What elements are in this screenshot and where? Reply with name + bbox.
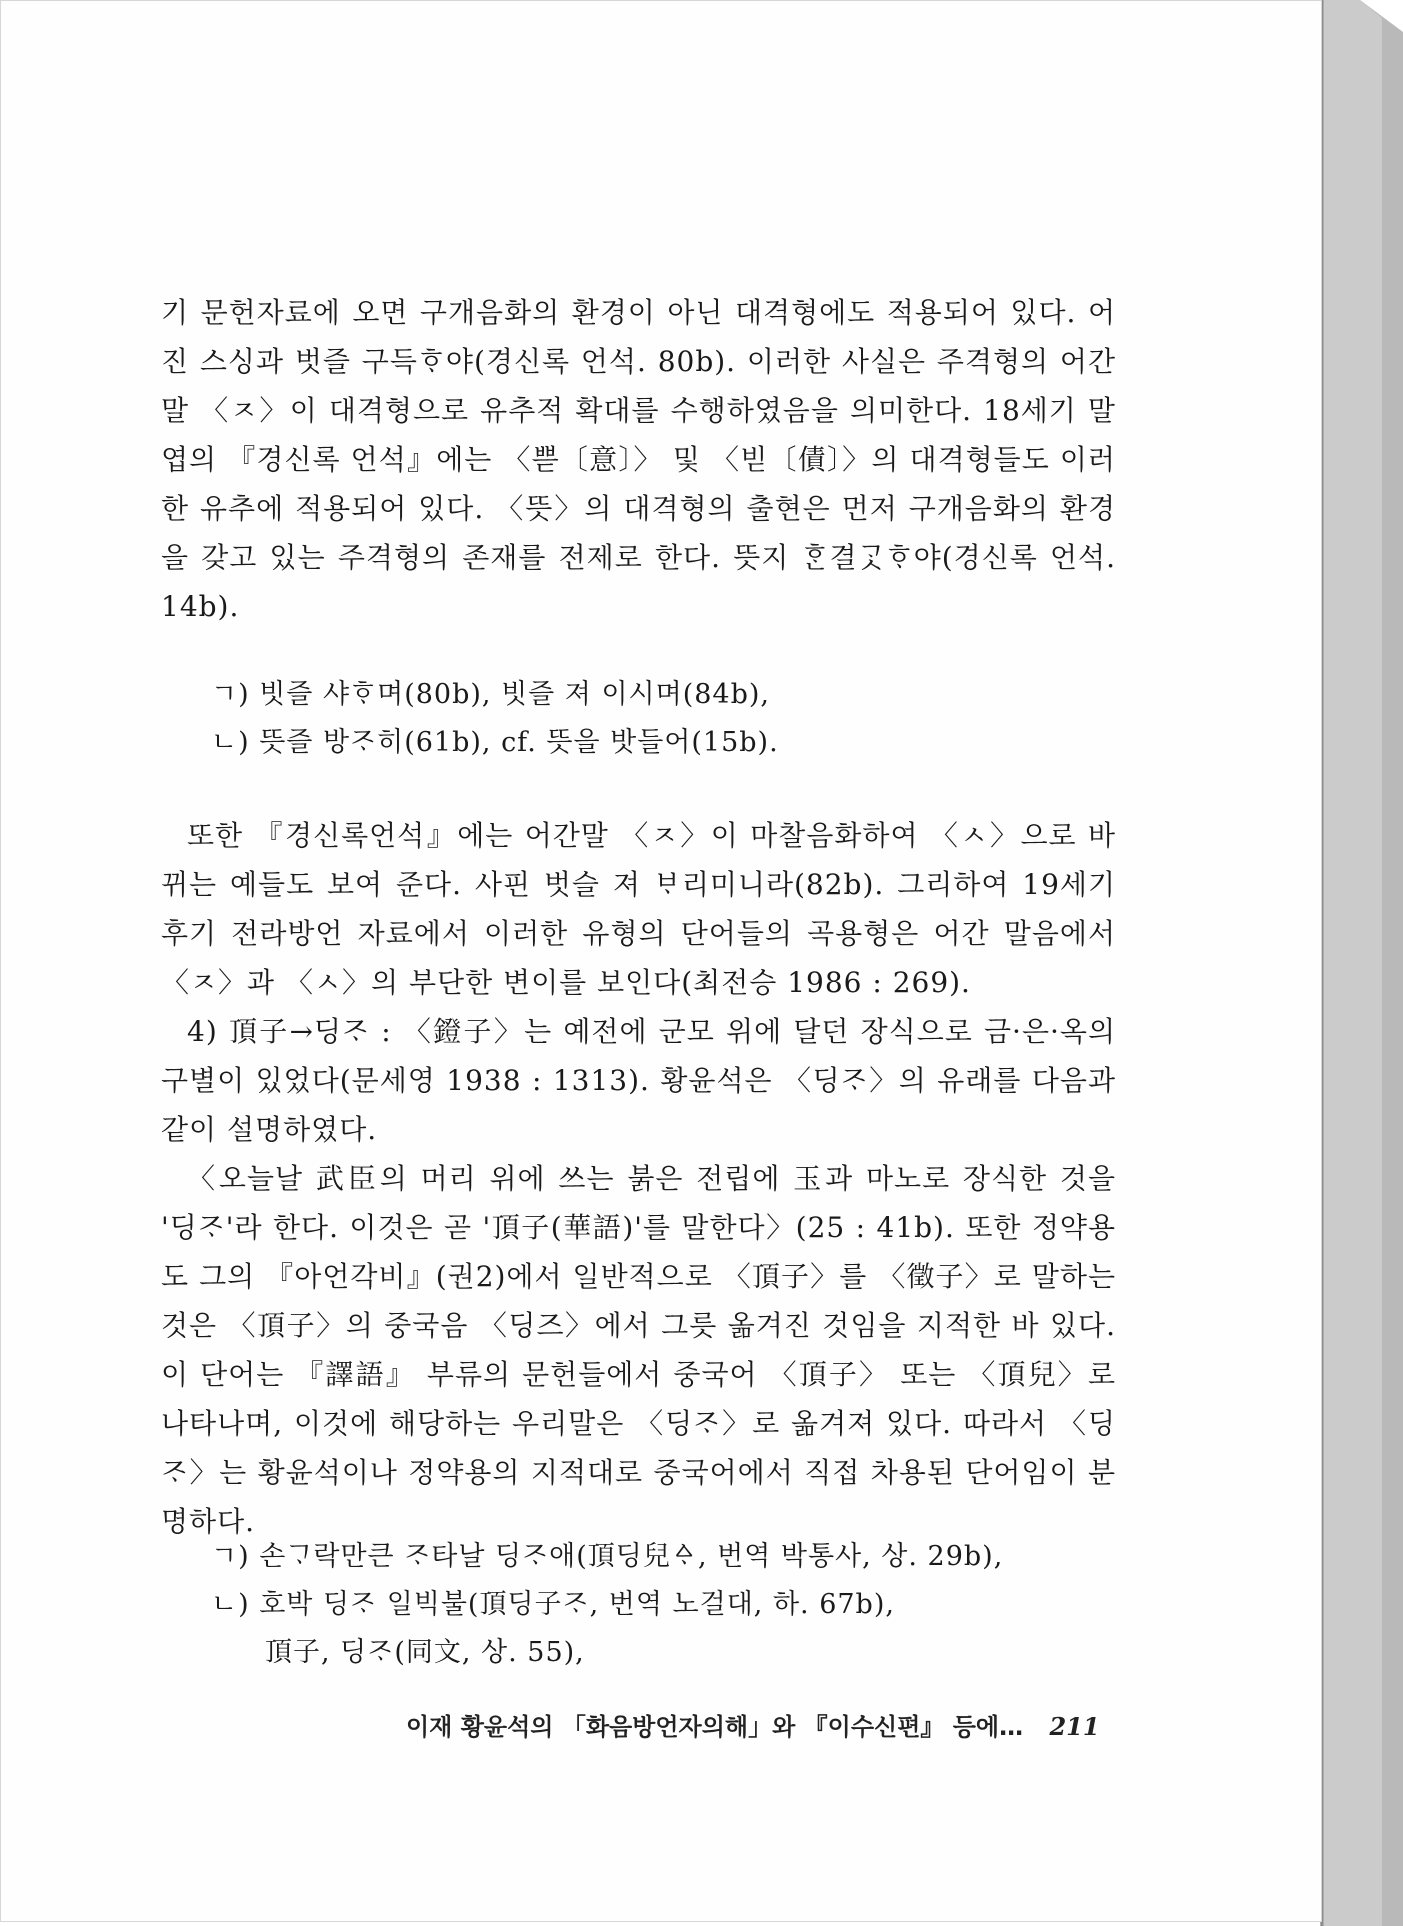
example-item: ㄱ) 손ᄀᆞ락만큰 ᄌᆞ타날 딩ᄌᆞ애(頂딩兒ᅀᆞ, 번역 박통사, 상. 29b), <box>211 1541 1004 1572</box>
paragraph-text: 또한 『경신록언석』에는 어간말 〈ㅈ〉이 마찰음화하여 〈ㅅ〉으로 바뀌는 예들도 보여 준다. 사핀 벗슬 져 ᄇᆞ리미니라(82b). 그리하여 19세기 후기 전라방언 자료에서 이러한 유형의 단어들의 곡용형은 어간 말음에서 〈ㅈ〉과 〈ㅅ〉의 부단한 변이를 보인다(최전승 1986 : 269). <box>161 819 1116 999</box>
example-list-1 <box>211 671 779 767</box>
book-page-edge <box>1320 0 1403 1926</box>
example-item: ㄴ) 뜻즐 방ᄌᆞ히(61b), cf. 뜻을 밧들어(15b). <box>211 727 779 758</box>
example-item: ㄱ) 빗즐 샤ᄒᆞ며(80b), 빗즐 져 이시며(84b), <box>211 679 771 710</box>
example-item: ㄴ) 호박 딩ᄌᆞ 일빅불(頂딩子ᄌᆞ, 번역 노걸대, 하. 67b), <box>211 1589 895 1620</box>
body-paragraph-2 <box>161 811 1116 1546</box>
page-footer <box>406 1707 1100 1742</box>
example-list-2 <box>211 1533 1003 1677</box>
example-item: 頂子, 딩ᄌᆞ(同文, 상. 55), <box>265 1637 585 1668</box>
paragraph-text: 기 문헌자료에 오면 구개음화의 환경이 아닌 대격형에도 적용되어 있다. 어진 스싱과 벗즐 구득ᄒᆞ야(경신록 언석. 80b). 이러한 사실은 주격형의 어간말 〈ㅈ〉이 대격형으로 유추적 확대를 수행하였음을 의미한다. 18세기 말엽의 『경신록 언석』에는 〈쁟〔意〕〉 및 〈빋〔債〕〉의 대격형들도 이러한 유추에 적용되어 있다. 〈뜻〉의 대격형의 출현은 먼저 구개음화의 환경을 갖고 있는 주격형의 존재를 전제로 한다. 뜻지 ᄒᆞᆫ결ᄀᆞᆺᄒᆞ야(경신록 언석. 14b). <box>161 296 1116 623</box>
quoted-paragraph: 〈오늘날 武臣의 머리 위에 쓰는 붉은 전립에 玉과 마노로 장식한 것을 '딩ᄌᆞ'라 한다. 이것은 곧 '頂子(華語)'를 말한다〉(25 : 41b). 또한 정약용도 그의 『아언각비』(권2)에서 일반적으로 〈頂子〉를 〈徵子〉로 말하는 것은 〈頂子〉의 중국음 〈딩즈〉에서 그릇 옮겨진 것임을 지적한 바 있다. 이 단어는 『譯語』 부류의 문헌들에서 중국어 〈頂子〉 또는 〈頂兒〉로 나타나며, 이것에 해당하는 우리말은 〈딩ᄌᆞ〉로 옮겨져 있다. 따라서 〈딩ᄌᆞ〉는 황윤석이나 정약용의 지적대로 중국어에서 직접 차용된 단어임이 분명하다. <box>161 1162 1116 1538</box>
footnote-paragraph: 4) 頂子→딩ᄌᆞ : 〈鐙子〉는 예전에 군모 위에 달던 장식으로 금·은·옥의 구별이 있었다(문세영 1938 : 1313). 황윤석은 〈딩ᄌᆞ〉의 유래를 다음과 같이 설명하였다. <box>161 1015 1117 1146</box>
page-number: 211 <box>1049 1712 1100 1741</box>
body-paragraph-1 <box>161 288 1116 631</box>
running-title: 이재 황윤석의 「화음방언자의해」와 『이수신편』 등에… <box>406 1713 1024 1741</box>
